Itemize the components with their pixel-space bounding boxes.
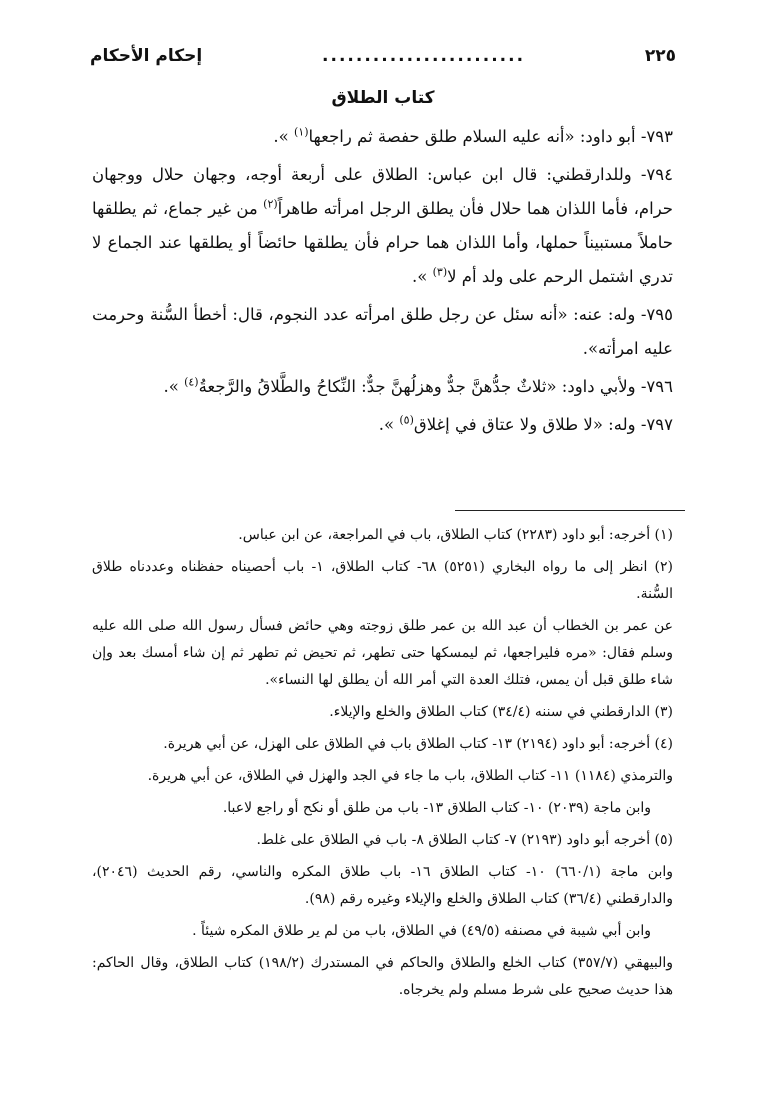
hadith-793: ٧٩٣- أبو داود: «أنه عليه السلام طلق حفصة ثم راجعها$^{(١)}$ ». (273, 125, 673, 146)
footnote-2-continuation: عن عمر بن الخطاب أن عبد الله بن عمر طلق زوجته وهي حائض فسأل رسول الله صلى الله عليه وسلم فقال: «مره فليراجعها، ثم ليمسكها حتى تطهر، ثم تحيض ثم تطهر ثم إن شاء أمسك بعد وإن شاء طلق قبل أن يمس، فتلك العدة التي أمر الله أن يطلق لها النساء». (92, 618, 673, 688)
footnote-ref-1: (١) (293, 125, 309, 139)
footnote-ref-2: (٢) (263, 197, 278, 211)
footnote-5-ibn-abi-shaybah: وابن أبي شيبة في مصنفه (٤٩/٥) في الطلاق، باب من لم ير طلاق المكره شيئاً . (192, 923, 651, 939)
footnote-1: (١) أخرجه: أبو داود (٢٢٨٣) كتاب الطلاق، باب في المراجعة، عن ابن عباس. (238, 527, 673, 543)
hadith-796: ٧٩٦- ولأبي داود: «ثلاثٌ جدُّهنَّ جدٌّ وهزلُهنَّ جدٌّ: النِّكاحُ والطَّلاقُ والرَّجعةُ$^{(٤)}$ ». (163, 375, 673, 396)
page-number: ٢٢٥ (644, 46, 676, 66)
footnotes (92, 522, 673, 1009)
hadith-text (92, 120, 673, 446)
chapter-title: كتاب الطلاق (331, 88, 435, 108)
footnote-5: (٥) أخرجه أبو داود (٢١٩٣) ٧- كتاب الطلاق ٨- باب في الطلاق على غلط. (256, 832, 673, 848)
hadith-797: ٧٩٧- وله: «لا طلاق ولا عتاق في إغلاق$^{(٥)}$ ». (378, 413, 673, 434)
header-dot-leader: ........................ (322, 46, 526, 66)
footnote-4: (٤) أخرجه: أبو داود (٢١٩٤) ١٣- كتاب الطلاق باب في الطلاق على الهزل، عن أبي هريرة. (163, 736, 673, 752)
footnote-5-bayhaqi: والبيهقي (٣٥٧/٧) كتاب الخلع والطلاق والحاكم في المستدرك (١٩٨/٢) كتاب الطلاق، وقال الحاكم: هذا حديث صحيح على شرط مسلم ولم يخرجاه. (92, 955, 673, 998)
footnote-separator (455, 510, 685, 511)
hadith-795: ٧٩٥- وله: عنه: «أنه سئل عن رجل طلق امرأته عدد النجوم، قال: أخطأ السُّنة وحرمت عليه امرأته». (92, 305, 673, 358)
book-title: إحكام الأحكام (90, 46, 203, 66)
footnote-4-ibn-majah: وابن ماجة (٢٠٣٩) ١٠- كتاب الطلاق ١٣- باب من طلق أو نكح أو راجع لاعبا. (222, 800, 651, 816)
footnote-5-ibn-majah: وابن ماجة (٦٦٠/١) ١٠- كتاب الطلاق ١٦- باب طلاق المكره والناسي، رقم الحديث (٢٠٤٦)، والدارقطني (٣٦/٤) كتاب الطلاق والخلع والإيلاء وغيره رقم (٩٨). (92, 864, 673, 907)
footnote-ref-3: (٣) (432, 265, 448, 279)
footnote-2: (٢) انظر إلى ما رواه البخاري (٥٢٥١) ٦٨- كتاب الطلاق، ١- باب أحصيناه حفظناه وعددناه طلاق السُّنة. (92, 559, 674, 602)
footnote-ref-4: (٤) (184, 375, 199, 389)
footnote-4-tirmidhi: والترمذي (١١٨٤) ١١- كتاب الطلاق، باب ما جاء في الجد والهزل في الطلاق، عن أبي هريرة. (147, 768, 673, 784)
page-header (90, 40, 676, 72)
hadith-794: ٧٩٤- وللدارقطني: قال ابن عباس: الطلاق على أربعة أوجه، وجهان حلال ووجهان حرام، فأما اللذان هما حلال فأن يطلق الرجل امرأته طاهراً$^{(٢)}$ من غير جماع، ثم يطلقها حاملاً مستبيناً حملها، وأما اللذان هما حرام فأن يطلقها حائضاً أو يطلقها عند الجماع لا تدري اشتمل الرحم على ولد أم لا$^{(٣)}$ ». (92, 165, 673, 286)
footnote-3: (٣) الدارقطني في سننه (٣٤/٤) كتاب الطلاق والخلع والإيلاء. (329, 704, 673, 720)
footnote-ref-5: (٥) (399, 413, 414, 427)
